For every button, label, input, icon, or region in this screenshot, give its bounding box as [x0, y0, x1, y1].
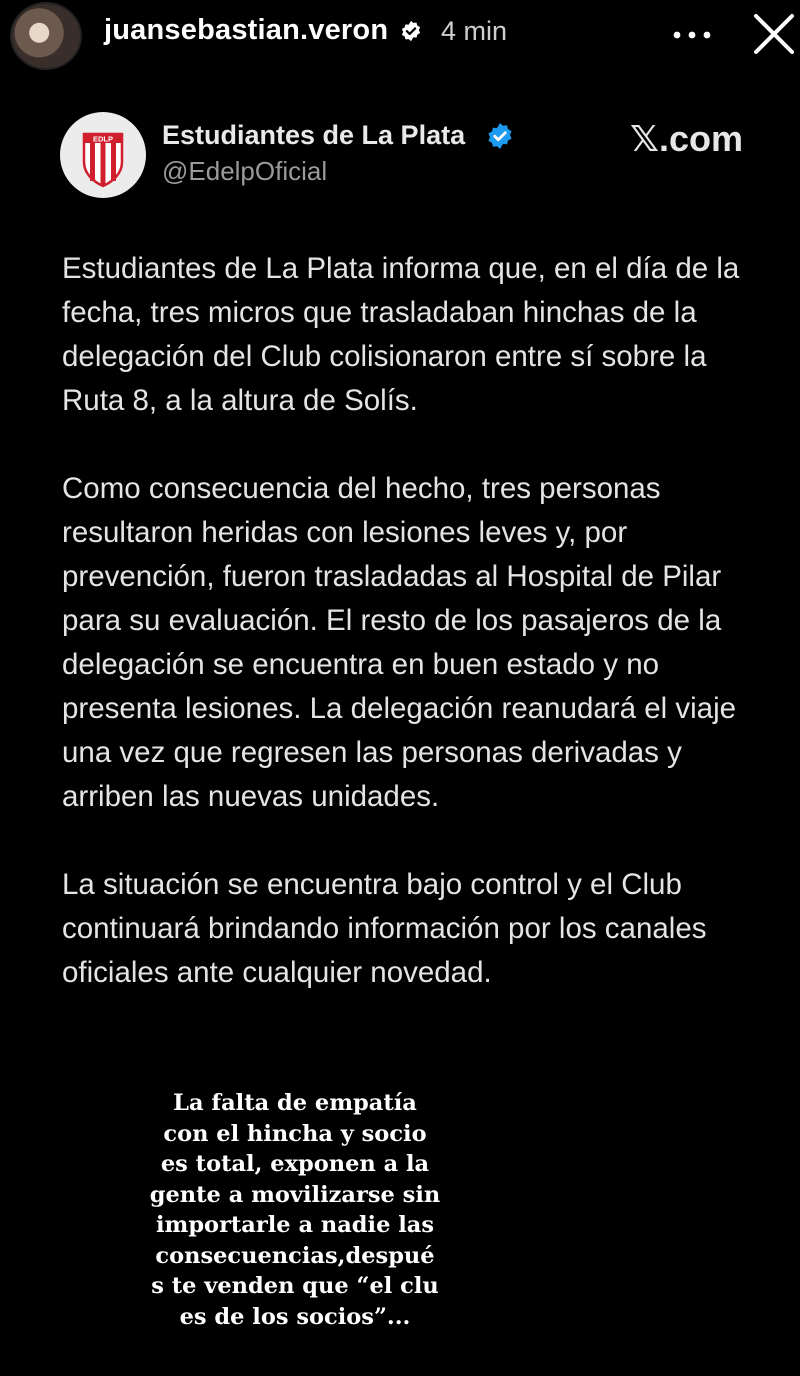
tweet-display-name[interactable]: Estudiantes de La Plata: [162, 120, 466, 150]
tweet-handle[interactable]: @EdelpOficial: [162, 156, 328, 186]
club-shield-icon: [60, 112, 146, 198]
tweet-body: [62, 247, 762, 995]
verified-badge-icon: [400, 20, 422, 42]
verified-badge-icon: [486, 122, 514, 150]
club-logo: [60, 112, 146, 198]
story-username[interactable]: juansebastian.veron: [104, 14, 389, 46]
avatar[interactable]: [10, 2, 82, 70]
story-text-overlay: La falta de empatía con el hincha y socio es total, exponen a la gente a movilizarse sin importarle a nadie las consecuencias,despué s te venden que “el clu es de los socios”...: [149, 1090, 441, 1330]
close-icon[interactable]: [752, 12, 796, 56]
story-timestamp: 4 min: [441, 16, 508, 46]
club-logo-text: EDLP: [92, 134, 114, 144]
story-header: [0, 0, 800, 66]
more-horizontal-icon[interactable]: [672, 30, 712, 40]
x-logo: 𝕏.com: [630, 118, 744, 159]
tweet-paragraph: La situación se encuentra bajo control y el Club continuará brindando información por los canales oficiales ante cualquier novedad.: [62, 868, 707, 989]
tweet-paragraph: Estudiantes de La Plata informa que, en el día de la fecha, tres micros que trasladaban hinchas de la delegación del Club colisionaron entre sí sobre la Ruta 8, a la altura de Solís.: [62, 252, 740, 417]
tweet-paragraph: Como consecuencia del hecho, tres personas resultaron heridas con lesiones leves y, por prevención, fueron trasladadas al Hospital de Pilar para su evaluación. El resto de los pasajeros de la delegación se encuentra en buen estado y no presenta lesiones. La delegación reanudará el viaje una vez que regresen las personas derivadas y arriben las nuevas unidades.: [62, 472, 737, 813]
